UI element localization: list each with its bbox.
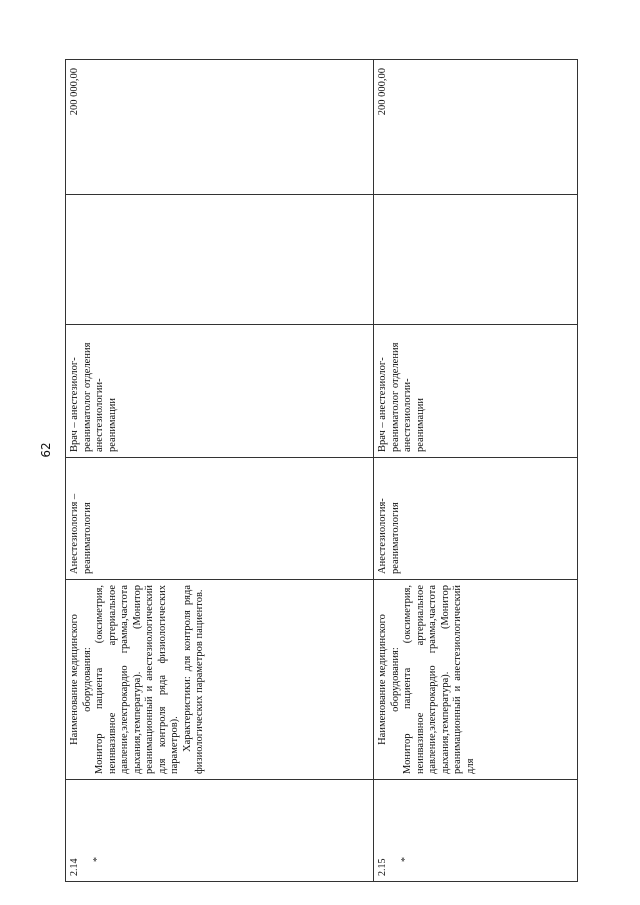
equipment-characteristics: Характеристики: для контроля ряда физиологических параметров пациентов. (181, 585, 205, 774)
specialty-cell (66, 458, 374, 580)
row-number: 2.15 (377, 858, 388, 876)
specialty-text: Анестезиология – реаниматология (69, 493, 93, 574)
position-cell (374, 325, 578, 458)
row-number: 2.14 (69, 858, 80, 876)
position-cell (66, 325, 374, 458)
equipment-cell (374, 580, 578, 780)
equipment-description: Монитор пациента (оксиметрия, неинвазивное артериальное давление,электрокардио грамма,частота дыхания,температура). (Монитор реанимационный и анестезиологический для контроля ряда физиологических параметров). (94, 585, 180, 774)
specialty-cell (374, 458, 578, 580)
row-number-cell (374, 780, 578, 882)
row-mark: * (91, 857, 103, 862)
equipment-table (65, 59, 578, 882)
page-number: 62 (39, 442, 53, 458)
table-row (374, 60, 578, 882)
row-number-cell (66, 780, 374, 882)
position-text: Врач – анестезиолог-реаниматолог отделения анестезиологии-реанимации (69, 342, 118, 452)
equipment-heading: Наименование медицинского оборудования: (377, 614, 401, 745)
price-text: 200 000,00 (377, 68, 388, 116)
equipment-cell (66, 580, 374, 780)
equipment-heading: Наименование медицинского оборудования: (69, 614, 93, 745)
position-text: Врач – анестезиолог-реаниматолог отделения анестезиологии-реанимации (377, 342, 426, 452)
row-mark: * (399, 857, 411, 862)
empty-cell (374, 195, 578, 325)
price-cell (374, 60, 578, 195)
specialty-text: Анестезиология-реаниматология (377, 498, 401, 574)
table-row (66, 60, 374, 882)
price-text: 200 000,00 (69, 68, 80, 116)
empty-cell (66, 195, 374, 325)
price-cell (66, 60, 374, 195)
equipment-description: Монитор пациента (оксиметрия, неинвазивное артериальное давление,электрокардио грамма,частота дыхания,температура). (Монитор реанимационный и анестезиологический для (402, 585, 476, 774)
rotated-table-wrapper (65, 60, 577, 882)
